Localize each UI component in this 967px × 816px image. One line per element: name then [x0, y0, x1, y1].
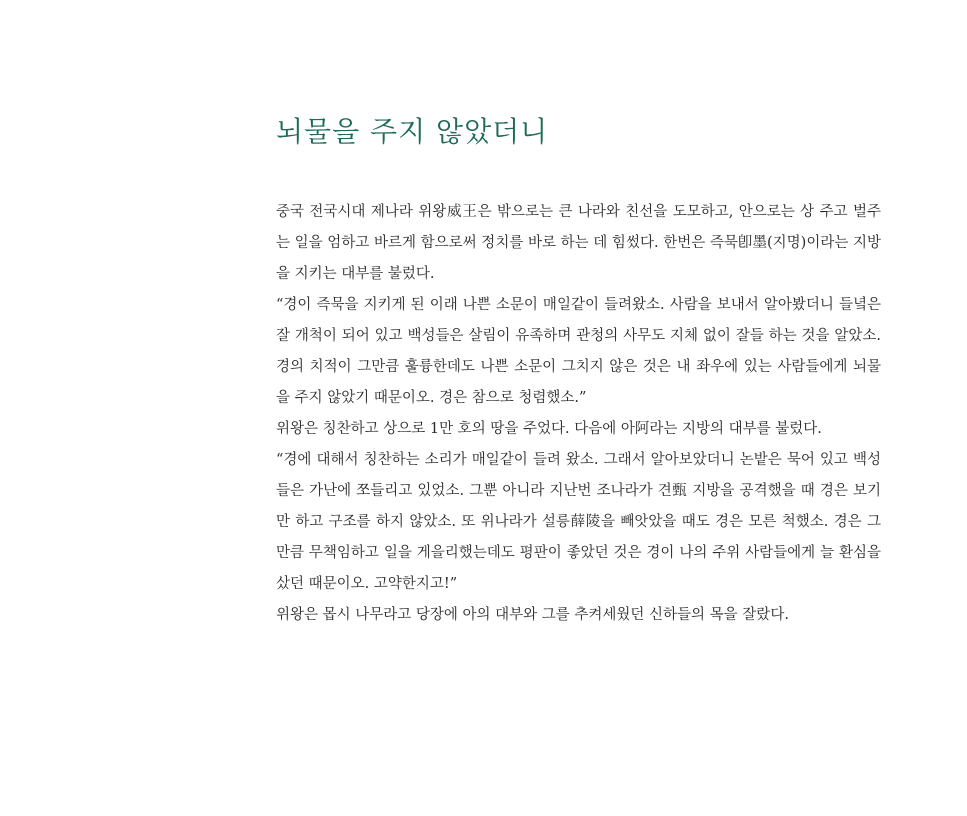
- article-body: [276, 197, 881, 631]
- paragraph-conclusion: 위왕은 몹시 나무라고 당장에 아의 대부와 그를 추켜세웠던 신하들의 목을 잘랐다.: [276, 607, 789, 623]
- paragraph-intro: 중국 전국시대 제나라 위왕威王은 밖으로는 큰 나라와 친선을 도모하고, 안으로는 상 주고 벌주는 일을 엄하고 바르게 함으로써 정치를 바로 하는 데 힘썼다. 한번은 즉묵卽墨(지명)이라는 지방을 지키는 대부를 불렀다.: [276, 204, 881, 282]
- paragraph-quote-a: “경에 대해서 칭찬하는 소리가 매일같이 들려 왔소. 그래서 알아보았더니 논밭은 묵어 있고 백성들은 가난에 쪼들리고 있었소. 그뿐 아니라 지난번 조나라가 견甄 지방을 공격했을 때 경은 보기만 하고 구조를 하지 않았소. 또 위나라가 설릉薛陵을 빼앗았을 때도 경은 모른 척했소. 경은 그만큼 무책임하고 일을 게을리했는데도 평판이 좋았던 것은 경이 나의 주위 사람들에게 늘 환심을 샀던 때문이오. 고약한지고!”: [276, 452, 881, 592]
- paragraph-reward: 위왕은 칭찬하고 상으로 1만 호의 땅을 주었다. 다음에 아阿라는 지방의 대부를 불렀다.: [276, 421, 822, 437]
- paragraph-quote-jeukmuk: “경이 즉묵을 지키게 된 이래 나쁜 소문이 매일같이 들려왔소. 사람을 보내서 알아봤더니 들녘은 잘 개척이 되어 있고 백성들은 살림이 유족하며 관청의 사무도 지체 없이 잘들 하는 것을 알았소. 경의 치적이 그만큼 훌륭한데도 나쁜 소문이 그치지 않은 것은 내 좌우에 있는 사람들에게 뇌물을 주지 않았기 때문이오. 경은 참으로 청렴했소.”: [276, 297, 881, 406]
- article-title: 뇌물을 주지 않았더니: [276, 115, 549, 148]
